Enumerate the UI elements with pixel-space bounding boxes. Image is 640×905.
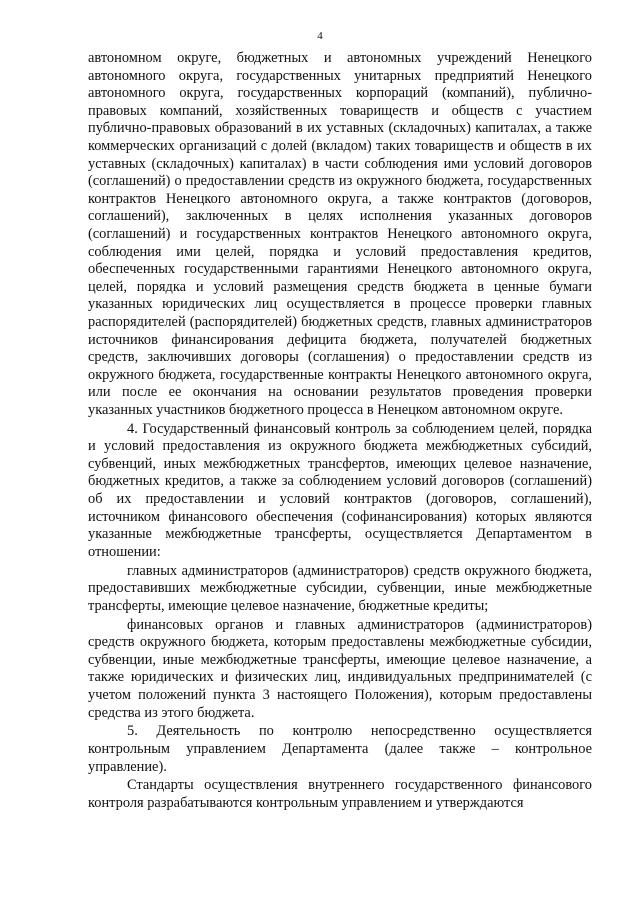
paragraph-5: 5. Деятельность по контролю непосредственно осуществляется контрольным управлением Департамента (далее также – контрольное управление).: [88, 723, 592, 775]
paragraph-4: финансовых органов и главных администраторов (администраторов) средств окружного бюджета, которым предоставлены межбюджетные субсидии, субвенции, иные межбюджетные трансферты, имеющие целевое назначение, а также юридических и физических лиц, индивидуальных предпринимателей (с учетом положений пункта 3 настоящего Положения), которым предоставлены средства из этого бюджета.: [88, 616, 592, 721]
document-body: [88, 50, 592, 814]
paragraph-6: Стандарты осуществления внутреннего государственного финансового контроля разрабатываются контрольным управлением и утверждаются: [88, 777, 592, 811]
paragraph-1: автономном округе, бюджетных и автономных учреждений Ненецкого автономного округа, государственных унитарных предприятий Ненецкого автономного округа, государственных корпораций (компаний), публично-правовых компаний, хозяйственных товариществ и обществ с участием публично-правовых образований в их уставных (складочных) капиталах, а также коммерческих организаций с долей (вкладом) таких товариществ и обществ в их уставных (складочных) капиталах) в части соблюдения ими условий договоров (соглашений) о предоставлении средств из окружного бюджета, государственных контрактов Ненецкого автономного округа, а также контрактов (договоров, соглашений), заключенных в целях исполнения указанных договоров (соглашений) и государственных контрактов Ненецкого автономного округа, соблюдения ими целей, порядка и условий предоставления кредитов, обеспеченных государственными гарантиями Ненецкого автономного округа, целей, порядка и условий размещения средств бюджета в ценные бумаги указанных юридических лиц осуществляется в процессе проверки главных распорядителей (распорядителей) бюджетных средств, главных администраторов источников финансирования дефицита бюджета, получателей бюджетных средств, заключивших договоры (соглашения) о предоставлении средств из окружного бюджета, государственные контракты Ненецкого автономного округа, или после ее окончания на основании результатов проведения проверки указанных участников бюджетного процесса в Ненецком автономном округе.: [88, 50, 592, 418]
page-number: 4: [317, 30, 323, 42]
paragraph-3: главных администраторов (администраторов) средств окружного бюджета, предоставивших межбюджетные субсидии, субвенции, иные межбюджетные трансферты, имеющие целевое назначение, бюджетные кредиты;: [88, 562, 592, 614]
paragraph-2: 4. Государственный финансовый контроль за соблюдением целей, порядка и условий предоставления из окружного бюджета межбюджетных субсидий, субвенций, иных межбюджетных трансфертов, имеющих целевое назначение, бюджетных кредитов, а также за соблюдением условий договоров (соглашений) об их предоставлении и условий контрактов (договоров, соглашений), источником финансового обеспечения (софинансирования) которых являются указанные межбюджетные трансферты, осуществляется Департаментом в отношении:: [88, 420, 592, 560]
